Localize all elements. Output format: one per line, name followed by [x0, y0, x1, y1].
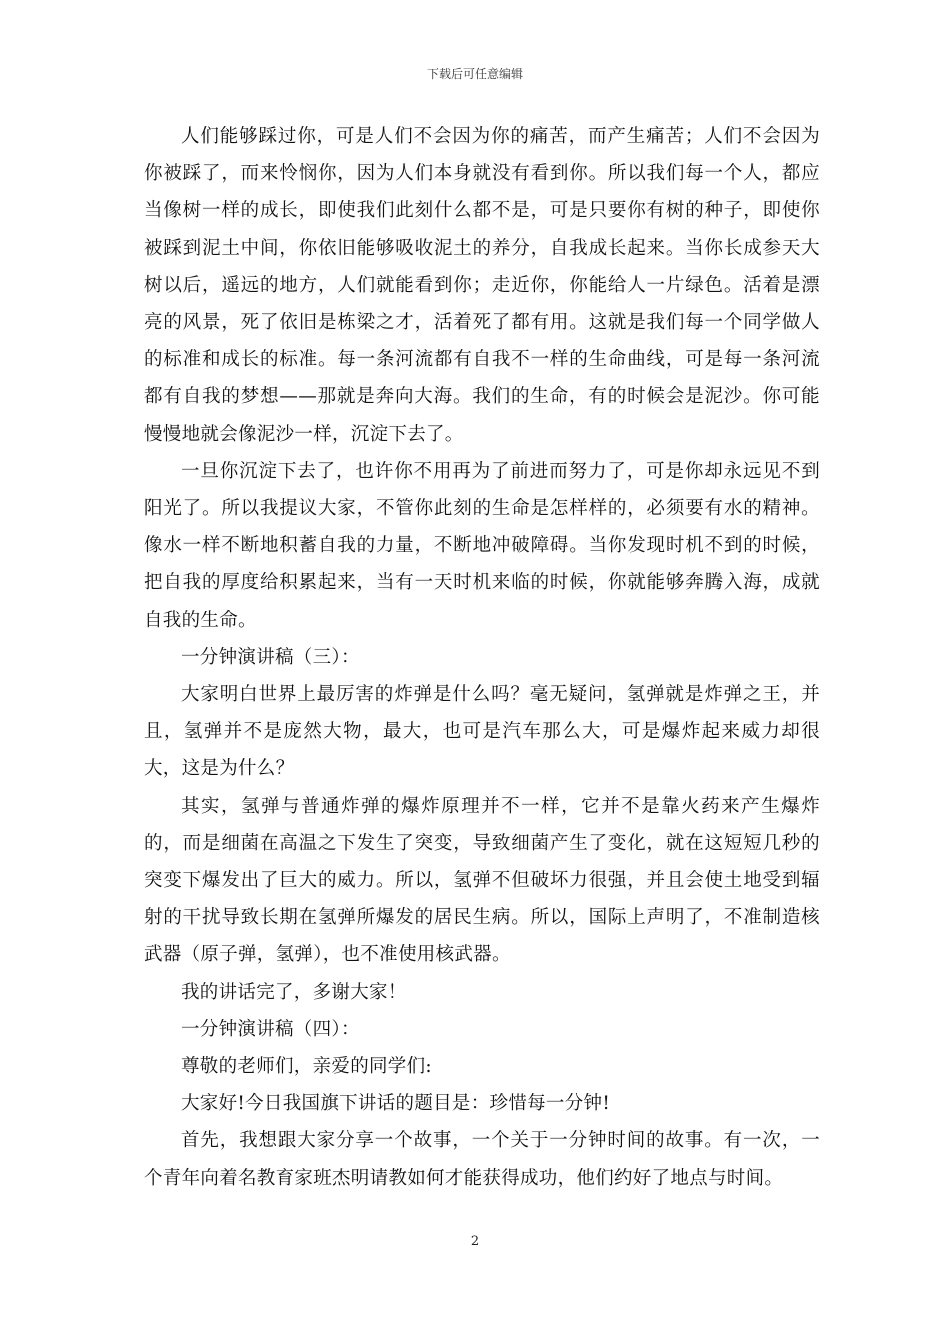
- paragraph-5: 我的讲话完了，多谢大家！: [181, 981, 407, 1003]
- salutation: 尊敬的老师们，亲爱的同学们:: [181, 1056, 432, 1078]
- page-number: 2: [470, 1234, 480, 1249]
- page-header: 下载后可任意编辑: [426, 67, 523, 81]
- paragraph-6: 首先，我想跟大家分享一个故事，一个关于一分钟时间的故事。有一次，一个青年向着名教育家班杰明请教如何才能获得成功，他们约好了地点与时间。: [144, 1130, 820, 1189]
- document-body: [144, 118, 820, 1197]
- paragraph-4: 其实，氢弹与普通炸弹的爆炸原理并不一样，它并不是靠火药来产生爆炸的，而是细菌在高温之下发生了突变，导致细菌产生了变化，就在这短短几秒的突变下爆发出了巨大的威力。所以，氢弹不但破坏力很强，并且会使土地受到辐射的干扰导致长期在氢弹所爆发的居民生病。所以，国际上声明了，不准制造核武器（原子弹，氢弹），也不准使用核武器。: [144, 795, 820, 966]
- paragraph-3: 大家明白世界上最厉害的炸弹是什么吗？毫无疑问，氢弹就是炸弹之王，并且，氢弹并不是庞然大物，最大，也可是汽车那么大，可是爆炸起来威力却很大，这是为什么？: [144, 684, 820, 780]
- section-heading-3: 一分钟演讲稿（三）：: [181, 646, 360, 668]
- section-heading-4: 一分钟演讲稿（四）：: [181, 1018, 360, 1040]
- paragraph-1: 人们能够踩过你，可是人们不会因为你的痛苦，而产生痛苦；人们不会因为你被踩了，而来怜悯你，因为人们本身就没有看到你。所以我们每一个人，都应当像树一样的成长，即使我们此刻什么都不是，可是只要你有树的种子，即使你被踩到泥土中间，你依旧能够吸收泥土的养分，自我成长起来。当你长成参天大树以后，遥远的地方，人们就能看到你；走近你，你能给人一片绿色。活着是漂亮的风景，死了依旧是栋梁之才，活着死了都有用。这就是我们每一个同学做人的标准和成长的标准。每一条河流都有自我不一样的生命曲线，可是每一条河流都有自我的梦想——那就是奔向大海。我们的生命，有的时候会是泥沙。你可能慢慢地就会像泥沙一样，沉淀下去了。: [144, 126, 820, 445]
- greeting: 大家好!今日我国旗下讲话的题目是：珍惜每一分钟!: [181, 1093, 611, 1115]
- paragraph-2: 一旦你沉淀下去了，也许你不用再为了前进而努力了，可是你却永远见不到阳光了。所以我提议大家，不管你此刻的生命是怎样样的，必须要有水的精神。像水一样不断地积蓄自我的力量，不断地冲破障碍。当你发现时机不到的时候，把自我的厚度给积累起来，当有一天时机来临的时候，你就能够奔腾入海，成就自我的生命。: [144, 460, 820, 631]
